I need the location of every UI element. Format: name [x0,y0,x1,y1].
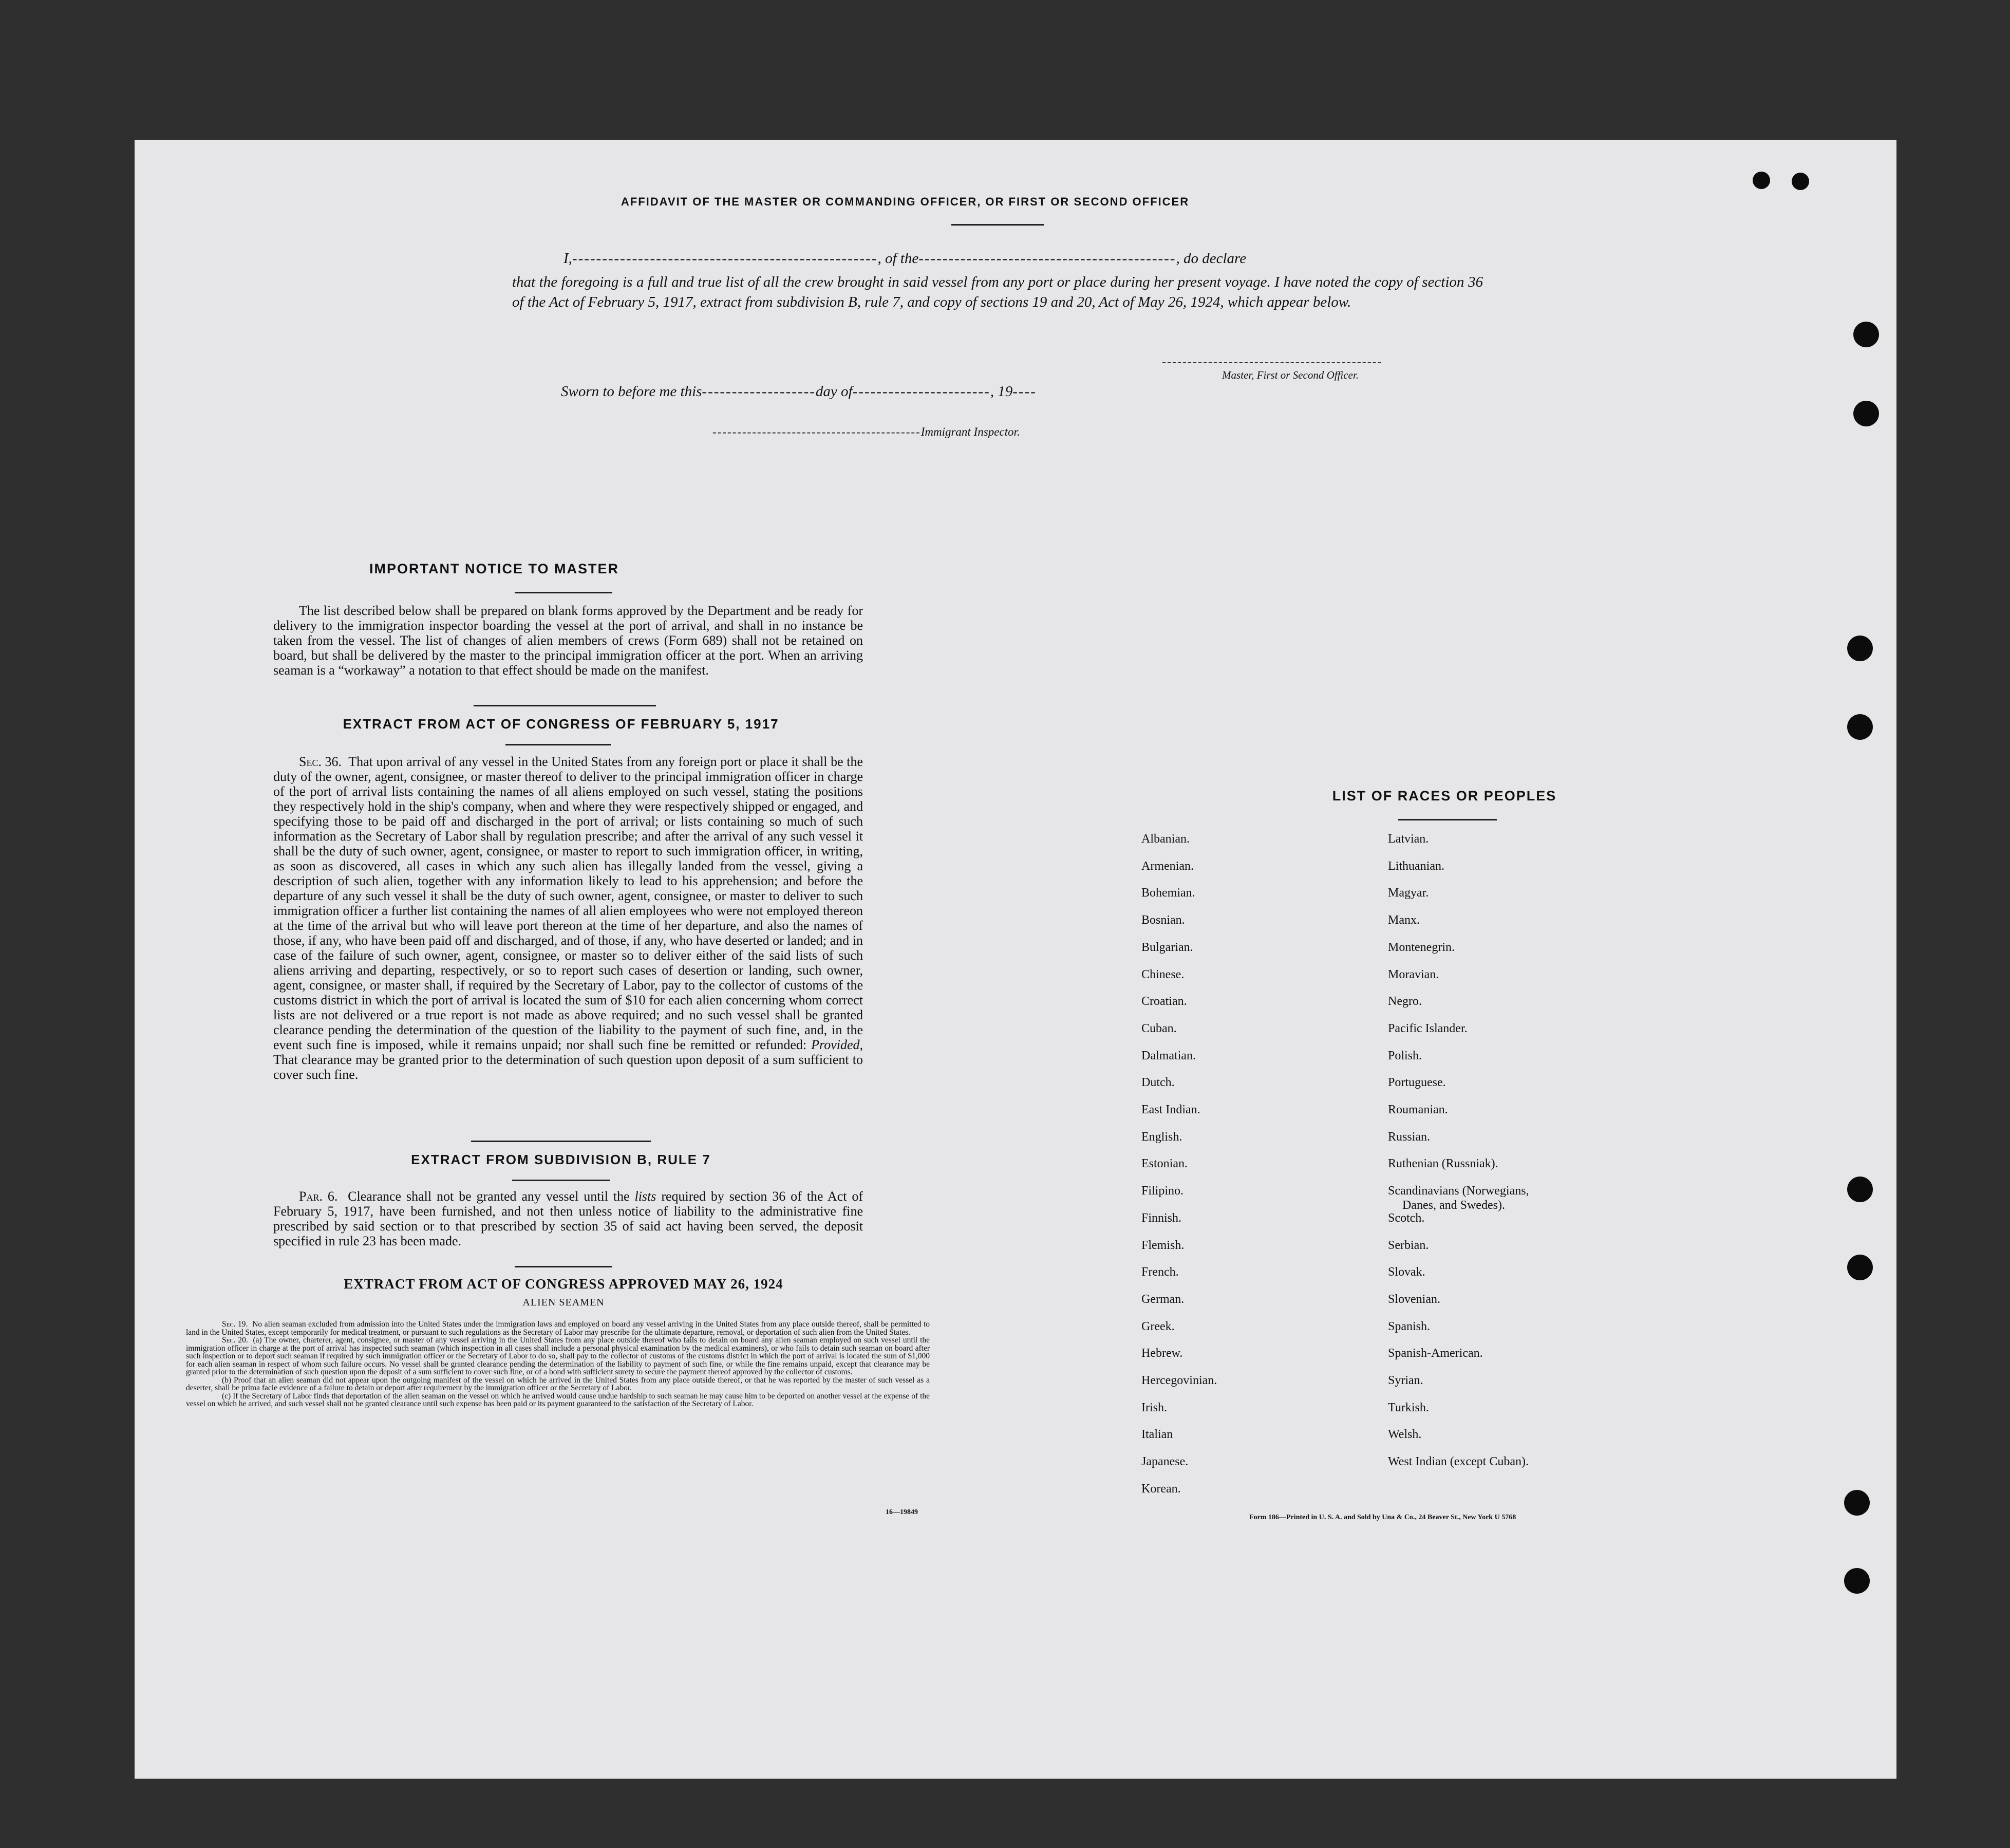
race-item: Albanian. [1141,832,1190,846]
extract-1917-body [273,754,863,1082]
punch-hole [1853,401,1879,426]
subdivision-body [273,1189,863,1248]
section-20b: (b) Proof that an alien seaman did not appear upon the outgoing manifest of the vessel on which he arrived in the United States from any place outside thereof, or that he was reported by the master of such vessel as a deserter, shall be prima facie evidence of a failure to detain or deport after requirement by the immigration officer or the Secretary of Labor. [186,1375,930,1392]
race-item: Bosnian. [1141,913,1185,927]
race-item: Spanish. [1388,1319,1431,1333]
race-item: Turkish. [1388,1401,1429,1414]
race-item: Moravian. [1388,967,1439,981]
section-19-label: Sec. 19. [222,1320,248,1329]
section-36-proviso: That clearance may be granted prior to the determination of such question upon deposit of a sum sufficient to cover such fine. [273,1052,863,1082]
section-19 [186,1320,930,1336]
affidavit-title: AFFIDAVIT OF THE MASTER OR COMMANDING OFFICER, OR FIRST OR SECOND OFFICER [621,195,1190,208]
section-20c: (c) If the Secretary of Labor finds that deportation of the alien seaman on the vessel on which he arrived would cause undue hardship to such seaman he may cause him to be deported on another vessel at the expense of the vessel on which he arrived, and such vessel shall not be granted clearance until such expense has been paid or its payment guaranteed to the satisfaction of the Secretary of Labor. [186,1391,930,1408]
race-item: Scotch. [1388,1211,1425,1225]
race-item: Bulgarian. [1141,940,1193,954]
race-item: Greek. [1141,1319,1175,1333]
form-code: 16—19849 [886,1508,918,1516]
month-blank: ----------------------- [852,383,990,400]
race-item: West Indian (except Cuban). [1388,1455,1529,1469]
master-signature-line: ------------------------------------------- [1162,356,1383,369]
section-20-label: Sec. 20. [222,1336,248,1345]
extract-1917-title: EXTRACT FROM ACT OF CONGRESS OF FEBRUARY 5, 1917 [343,716,779,732]
race-item: Cuban. [1141,1021,1177,1035]
inspector-blank: ------------------------------------------ [712,425,921,438]
punch-hole [1847,714,1873,740]
race-item: Portuguese. [1388,1076,1446,1090]
declare-line [563,250,1622,267]
race-item: Finnish. [1141,1211,1182,1225]
punch-hole [1847,636,1873,661]
day-blank: ------------------- [702,383,816,400]
race-item: Montenegrin. [1388,940,1455,954]
race-item: Danes, and Swedes). [1402,1199,1505,1212]
inspector-line [712,425,1020,439]
race-item: Welsh. [1388,1428,1422,1442]
extract-1924-subtitle: ALIEN SEAMEN [522,1297,605,1308]
par-6-text-a: Clearance shall not be granted any vessel until the [348,1189,630,1204]
punch-hole [1844,1490,1870,1516]
race-item: Lithuanian. [1388,859,1444,873]
race-item: English. [1141,1130,1182,1144]
race-item: Spanish-American. [1388,1347,1483,1360]
divider [515,1266,612,1267]
race-item: Manx. [1388,913,1420,927]
race-item: Bohemian. [1141,886,1195,900]
race-item: Italian [1141,1428,1173,1442]
race-item: Pacific Islander. [1388,1021,1468,1035]
race-item: German. [1141,1292,1185,1306]
sworn-line [561,383,1037,400]
declare-suffix: , do declare [1176,250,1247,267]
par-6-label: Par. 6. [299,1189,338,1204]
race-item: Latvian. [1388,832,1429,846]
punch-hole [1792,173,1809,190]
sworn-prefix: Sworn to before me this [561,383,702,400]
divider [474,705,656,706]
race-item: Ruthenian (Russniak). [1388,1157,1498,1171]
notice-title: IMPORTANT NOTICE TO MASTER [369,561,619,576]
race-item: Estonian. [1141,1157,1188,1171]
races-title: LIST OF RACES OR PEOPLES [1332,788,1557,804]
sworn-year: , 19 [990,383,1013,400]
inspector-label: Immigrant Inspector. [921,425,1020,438]
race-item: Korean. [1141,1482,1181,1496]
race-item: Japanese. [1141,1455,1189,1469]
affidavit-body: that the foregoing is a full and true list of all the crew brought in said vessel from any port or place during her present voyage. I have noted the copy of section 36 of the Act of February 5, 1917, extract from subdivision B, rule 7, and copy of sections 19 and 20, Act of May 26, 1924, which appear below. [512,274,1483,310]
race-item: Russian. [1388,1130,1431,1144]
race-item: Hebrew. [1141,1347,1183,1360]
year-blank: ---- [1012,383,1037,400]
divider [505,744,611,745]
form-page [135,140,1896,1779]
race-item: Chinese. [1141,967,1185,981]
race-item: Syrian. [1388,1374,1423,1387]
lists-word: lists [634,1189,656,1204]
vessel-blank: ------------------------------------------- [918,250,1176,267]
divider [512,1180,610,1181]
notice-body: The list described below shall be prepared on blank forms approved by the Department and be ready for delivery to the immigration inspector boarding the vessel at the port of arrival, and shall in no instance be taken from the vessel. The list of changes of alien members of crews (Form 689) shall not be retained on board, but shall be delivered by the master to the principal immigration officer at the port. When an arriving seaman is a “workaway” a notation to that effect should be made on the manifest. [273,603,863,678]
race-item: Hercegovinian. [1141,1374,1217,1387]
race-item: Serbian. [1388,1238,1429,1252]
punch-hole [1847,1177,1873,1202]
section-36-label: Sec. 36. [299,754,342,769]
divider [515,592,612,593]
punch-hole [1844,1568,1870,1594]
race-item: Irish. [1141,1401,1167,1414]
declare-prefix: I, [563,250,572,267]
declare-mid: , of the [877,250,919,267]
section-36-text: That upon arrival of any vessel in the United States from any foreign port or place it shall be the duty of the owner, agent, consignee, or master thereof to deliver to the principal immigration officer in charge of the port of arrival lists containing the names of all aliens employed on such vessel, stating the positions they respectively hold in the ship's company, when and where they were respectively shipped or engaged, and specifying those to be paid off and discharged in the port of arrival; or lists containing so much of such information as the Secretary of Labor shall by regulation prescribe; and after the arrival of any such vessel it shall be the duty of such owner, agent, consignee, or master to report to such immigration officer, in writing, as soon as discovered, all cases in which any such alien has illegally landed from the vessel, giving a description of such alien, together with any information likely to lead to his apprehension; and before the departure of any such vessel it shall be the duty of such owner, agent, consignee, or master to deliver to such immigration officer a further list containing the names of all alien employees who were not employed thereon at the time of the arrival but who will leave port thereon at the time of her departure, and also the names of those, if any, who have been paid off and discharged, and of those, if any, who have deserted or landed; and in case of the failure of such owner, agent, consignee, or master so to deliver either of the said lists of such aliens arriving and departing, respectively, or so to report such cases of desertion or landing, such owner, agent, consignee, or master shall, if required by the Secretary of Labor, pay to the collector of customs of the customs district in which the port of arrival is located the sum of $10 for each alien concerning whom correct lists are not delivered or a true report is not made as above required; and no such vessel shall be granted clearance pending the determination of the question of the liability to the payment of such fine, and, in the event such fine is imposed, while it remains unpaid; nor shall such fine be remitted or refunded: [273,754,863,1052]
punch-hole [1847,1255,1873,1280]
race-item: East Indian. [1141,1103,1200,1116]
punch-hole [1753,172,1770,189]
race-item: Dutch. [1141,1076,1175,1090]
divider [951,224,1044,226]
provided-word: Provided, [811,1037,863,1052]
race-item: Croatian. [1141,995,1187,1009]
race-item: French. [1141,1265,1179,1279]
divider [1398,819,1497,820]
race-item: Slovak. [1388,1265,1425,1279]
divider [471,1141,651,1142]
race-item: Polish. [1388,1049,1422,1062]
race-item: Flemish. [1141,1238,1185,1252]
master-signature-label: Master, First or Second Officer. [1222,369,1359,381]
extract-1924-body [186,1320,930,1408]
subdivision-title: EXTRACT FROM SUBDIVISION B, RULE 7 [411,1152,711,1167]
race-item: Slovenian. [1388,1292,1440,1306]
extract-1924-title: EXTRACT FROM ACT OF CONGRESS APPROVED MAY 26, 1924 [344,1276,783,1292]
section-20a-text: (a) The owner, charterer, agent, consignee, or master of any vessel arriving in the United States from any place outside thereof who fails to detain on board any alien seaman employed on such vessel until the immigration officer in charge at the port of arrival has inspected such seaman (which inspection in all cases shall include a personal physical examination by the medical examiners), or who fails to detain such seaman on board after such inspection or to deport such seaman if required by such immigration officer or the Secretary of Labor to do so, shall pay to the collector of customs of the customs district in which the port of arrival is located the sum of $1,000 for each alien seaman in respect of whom such failure occurs. No vessel shall be granted clearance pending the determination of the liability to payment of such fine, or while the fine remains unpaid, except that clearance may be granted prior to the determination of such question upon the deposit of a sum sufficient to cover such fine, or of a bond with sufficient surety to secure the payment thereof approved by the collector of customs. [186,1336,930,1376]
punch-hole [1853,322,1879,347]
section-20a [186,1336,930,1376]
name-blank: --------------------------------------------------- [572,250,878,267]
race-item: Armenian. [1141,859,1194,873]
race-item: Scandinavians (Norwegians, [1388,1184,1529,1198]
sworn-mid: day of [815,383,853,400]
race-item: Negro. [1388,995,1422,1009]
printer-footer: Form 186—Printed in U. S. A. and Sold by Una & Co., 24 Beaver St., New York U 5768 [1249,1514,1516,1521]
race-item: Roumanian. [1388,1103,1448,1116]
section-19-text: No alien seaman excluded from admission into the United States under the immigration laws and employed on board any vessel arriving in the United States from any place outside thereof, shall be permitted to land in the United States, except temporarily for medical treatment, or pursuant to such regulations as the Secretary of Labor may prescribe for the ultimate departure, removal, or deportation of such alien from the United States. [186,1320,930,1337]
race-item: Magyar. [1388,886,1429,900]
race-item: Dalmatian. [1141,1049,1196,1062]
par-6-text-b: required by section 36 of the Act of February 5, 1917, have been furnished, and not then unless notice of liability to the administrative fine prescribed by said section or to that prescribed by section 35 of said act having been served, the deposit specified in rule 23 has been made. [273,1189,863,1248]
race-item: Filipino. [1141,1184,1184,1198]
